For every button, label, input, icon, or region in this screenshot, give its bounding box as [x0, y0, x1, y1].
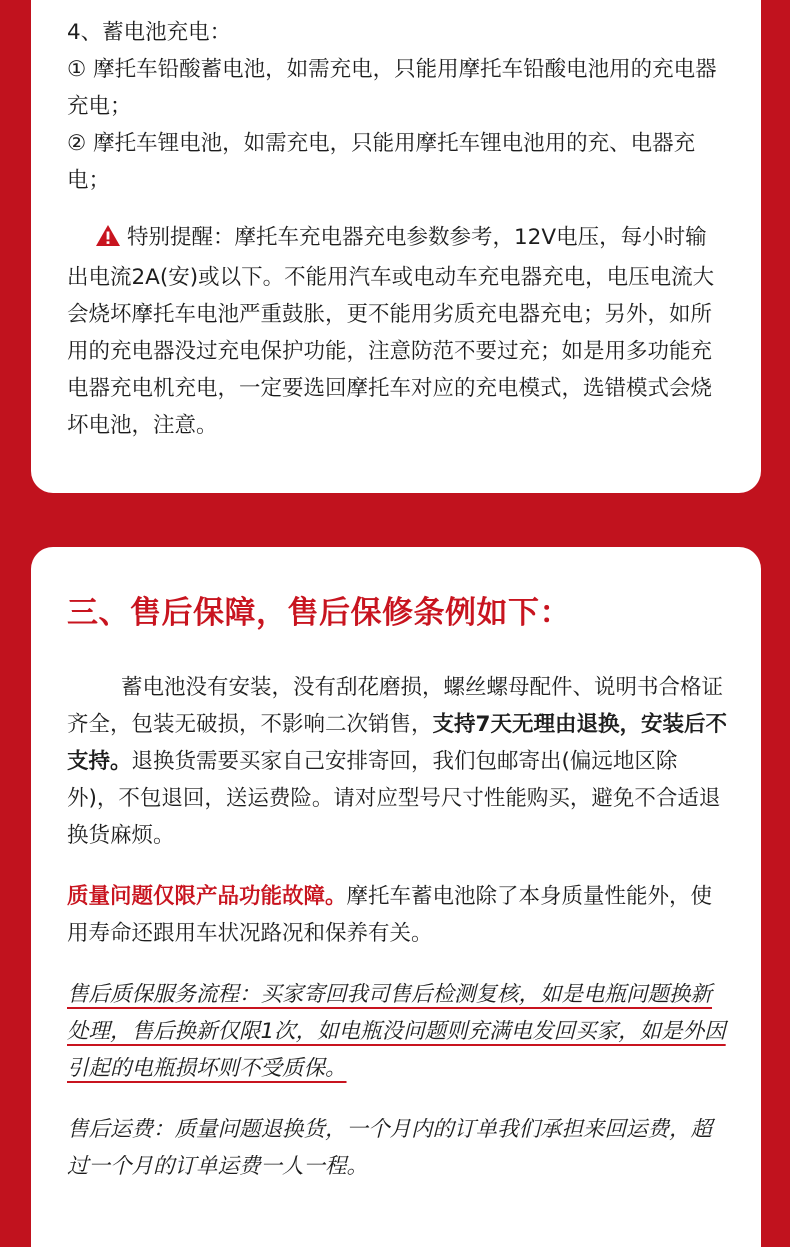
- quality-issue-text: 摩托车蓄电池除了本身质量性能外，使用寿命还跟用车状况路况和保养有关。: [67, 884, 713, 946]
- return-policy-paragraph: [67, 669, 727, 854]
- return-policy-text-c: 退换货需要买家自己安排寄回，我们包邮寄出(偏远地区除外)，不包退回，送运费险。请对应型号尺寸性能购买，避免不合适退换货麻烦。: [67, 749, 721, 848]
- charging-warning: [67, 219, 727, 444]
- warning-icon: [81, 222, 121, 259]
- after-sales-card: [31, 547, 761, 1247]
- after-sales-title: 三、售后保障，售后保修条例如下：: [67, 595, 571, 631]
- return-policy-text-a: 蓄电池没有安装，没有刮花磨损，螺丝螺母配件、说明书合格证齐全，包装无破损，不影响二次销售，: [67, 675, 724, 737]
- shipping-fee-paragraph: 售后运费：质量问题退换货，一个月内的订单我们承担来回运费，超过一个月的订单运费一人一程。: [67, 1117, 713, 1179]
- quality-issue-highlight: 质量问题仅限产品功能故障。: [67, 884, 347, 909]
- quality-issue-paragraph: [67, 878, 727, 952]
- warranty-process-text: 售后质保服务流程：买家寄回我司售后检测复核，如是电瓶问题换新处理，售后换新仅限1次，如电瓶没问题则充满电发回买家，如是外因引起的电瓶损坏则不受质保。: [67, 982, 726, 1081]
- charging-item-lithium: ② 摩托车锂电池，如需充电，只能用摩托车锂电池用的充、电器充电；: [67, 131, 696, 193]
- charging-warning-text: 特别提醒：摩托车充电器充电参数参考，12V电压，每小时输出电流2A(安)或以下。不能用汽车或电动车充电器充电，电压电流大会烧坏摩托车电池严重鼓胀，更不能用劣质充电器充电；另外，如所用的充电器没过充电保护功能，注意防范不要过充；如是用多功能充电器充电机充电，一定要选回摩托车对应的充电模式，选错模式会烧坏电池，注意。: [67, 225, 715, 438]
- return-policy-highlight: 支持7天无理由退换，安装后不支持。: [67, 712, 727, 774]
- battery-charging-title: 4、蓄电池充电：: [67, 20, 232, 45]
- charging-item-lead-acid: ① 摩托车铅酸蓄电池，如需充电，只能用摩托车铅酸电池用的充电器充电；: [67, 57, 717, 119]
- warranty-process-paragraph: [67, 976, 727, 1087]
- battery-charging-card: [31, 0, 761, 493]
